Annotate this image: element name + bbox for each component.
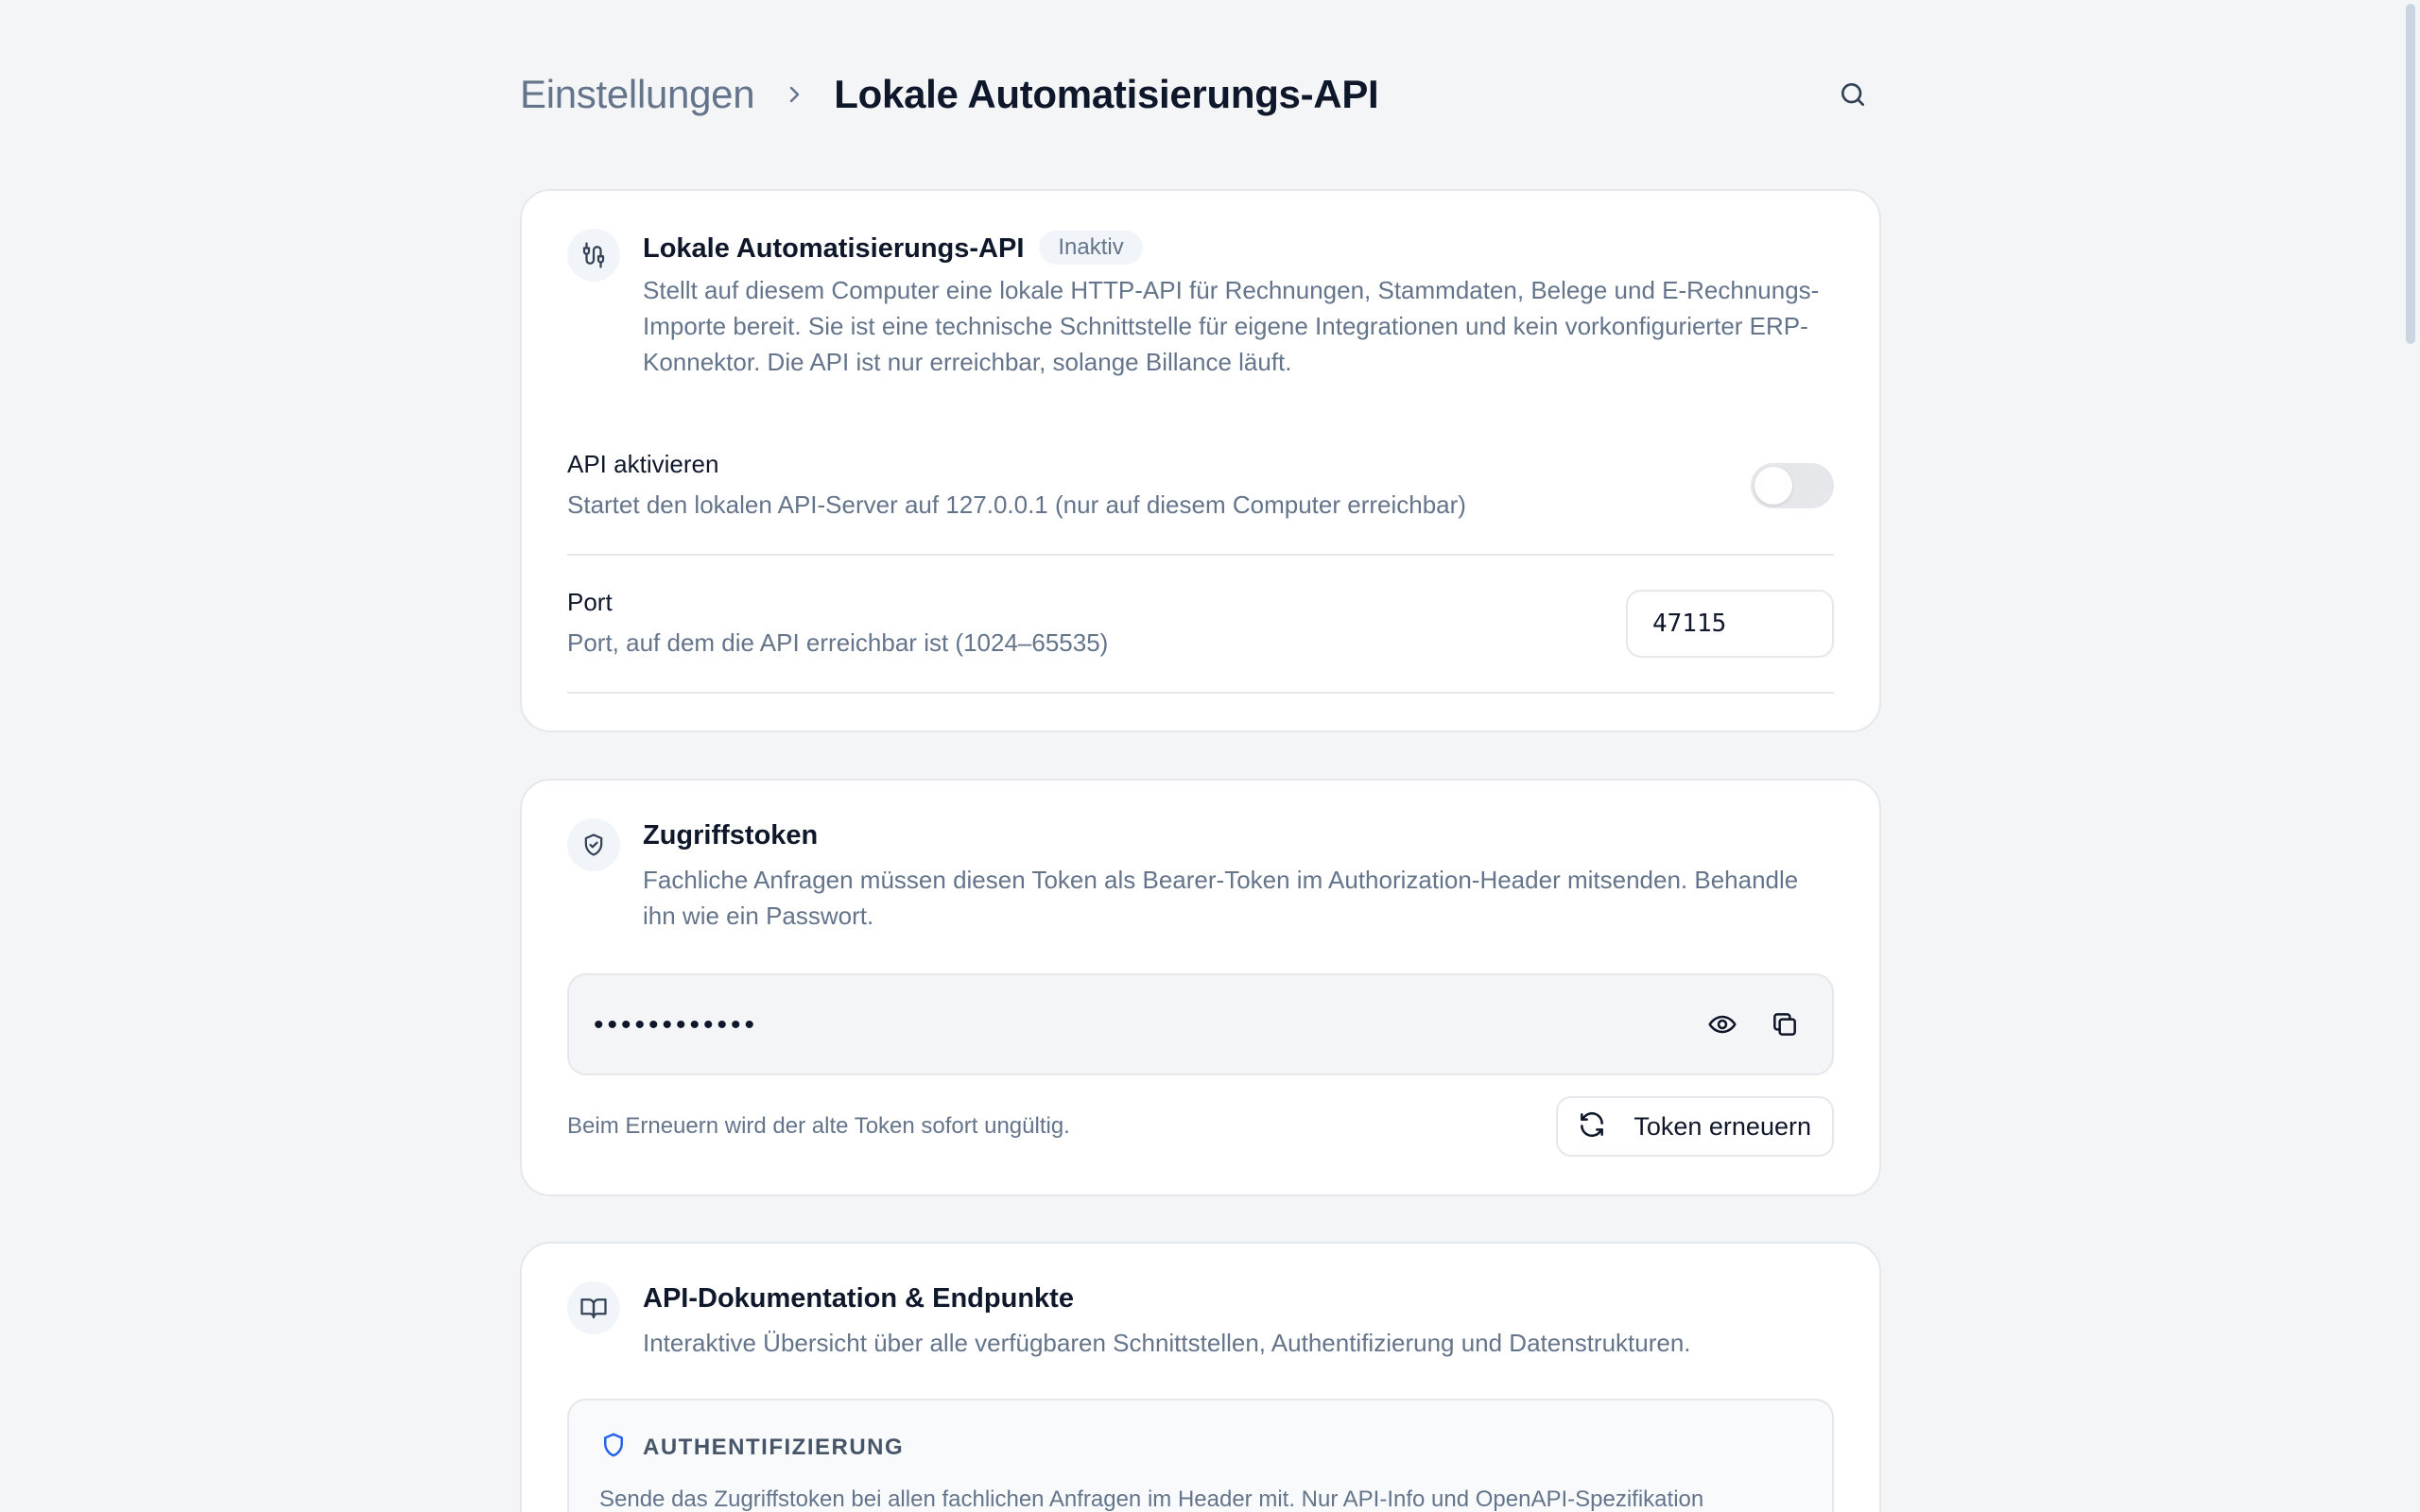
- plug-icon: [567, 229, 620, 282]
- renew-token-label: Token erneuern: [1634, 1111, 1811, 1141]
- enable-api-label: API aktivieren: [567, 450, 719, 478]
- docs-card-title: API-Dokumentation & Endpunkte: [643, 1283, 1074, 1314]
- docs-card-description: Interaktive Übersicht über alle verfügbaren Schnittstellen, Authentifizierung und Datenstrukturen.: [643, 1329, 1691, 1357]
- breadcrumb: [520, 68, 1881, 121]
- status-badge: Inaktiv: [1039, 231, 1142, 265]
- page-scrollbar[interactable]: [2403, 0, 2418, 1512]
- shield-icon: [599, 1431, 628, 1464]
- token-field: [567, 973, 1834, 1075]
- enable-api-toggle[interactable]: [1751, 463, 1834, 508]
- api-settings-card: [520, 189, 1881, 732]
- token-card-description: Fachliche Anfragen müssen diesen Token als Bearer-Token im Authorization-Header mitsenden. Behandle ihn wie ein Passwort.: [643, 866, 1799, 930]
- authentication-text: Sende das Zugriffstoken bei allen fachlichen Anfragen im Header mit. Nur API-Info und OpenAPI-Spezifikation: [599, 1486, 1704, 1512]
- toggle-knob: [1754, 467, 1792, 505]
- divider: [567, 692, 1834, 694]
- api-card-description: Stellt auf diesem Computer eine lokale HTTP-API für Rechnungen, Stammdaten, Belege und E-Rechnungs-Importe bereit. Sie ist eine technische Schnittstelle für eigene Integrationen und kein vorkonfigurierter ERP-Konnektor. Die API ist nur erreichbar, solange Billance läuft.: [643, 276, 1820, 376]
- scrollbar-thumb[interactable]: [2406, 4, 2415, 344]
- chevron-right-icon: [766, 76, 822, 113]
- api-docs-card: [520, 1242, 1881, 1512]
- page-title: Lokale Automatisierungs-API: [834, 72, 1379, 116]
- api-card-title-text: Lokale Automatisierungs-API: [643, 233, 1025, 264]
- token-renew-note: Beim Erneuern wird der alte Token sofort ungültig.: [567, 1113, 1070, 1139]
- divider: [567, 554, 1834, 556]
- eye-icon[interactable]: [1703, 1005, 1741, 1043]
- masked-token: ••••••••••••: [594, 1009, 759, 1040]
- refresh-icon: [1577, 1109, 1607, 1144]
- shield-check-icon: [567, 818, 620, 871]
- breadcrumb-settings-link[interactable]: Einstellungen: [520, 72, 755, 116]
- port-input[interactable]: 47115: [1626, 590, 1834, 658]
- access-token-card: [520, 779, 1881, 1196]
- book-open-icon: [567, 1281, 620, 1334]
- authentication-header: [599, 1431, 904, 1464]
- renew-token-button[interactable]: [1556, 1096, 1834, 1157]
- authentication-title: AUTHENTIFIZIERUNG: [643, 1434, 905, 1460]
- enable-api-row: [567, 450, 1834, 520]
- token-card-title: Zugriffstoken: [643, 820, 819, 850]
- port-description: Port, auf dem die API erreichbar ist (1024–65535): [567, 628, 1109, 657]
- enable-api-description: Startet den lokalen API-Server auf 127.0.0.1 (nur auf diesem Computer erreichbar): [567, 490, 1466, 519]
- port-label: Port: [567, 588, 613, 616]
- authentication-section: [567, 1399, 1834, 1512]
- copy-icon[interactable]: [1766, 1005, 1804, 1043]
- api-card-title: [643, 231, 1143, 265]
- search-icon[interactable]: [1834, 76, 1872, 113]
